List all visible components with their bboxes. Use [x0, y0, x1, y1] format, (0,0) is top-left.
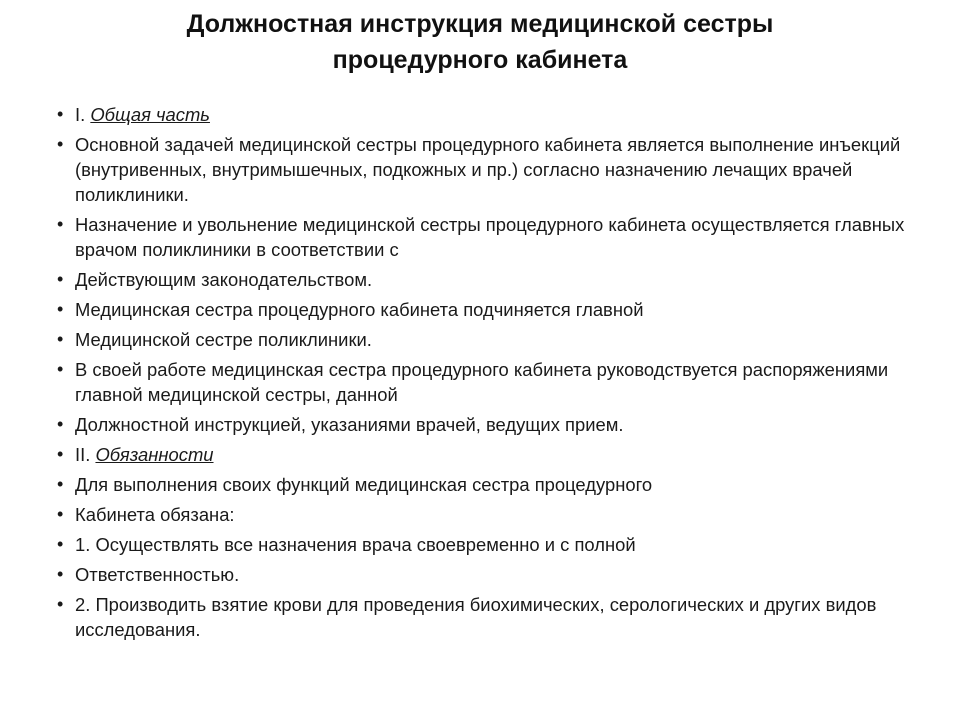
list-item [56, 267, 916, 292]
bullet-icon: • [57, 134, 64, 154]
list-item-text: Основной задачей медицинской сестры процедурного кабинета является выполнение инъекций (внутривенных, внутримышечных, подкожных и пр.) согласно назначению лечащих врачей поликлиники. [75, 134, 901, 205]
section-prefix: II. [75, 444, 96, 465]
list-item [56, 412, 916, 437]
bullet-icon: • [57, 564, 64, 584]
bullet-icon: • [57, 214, 64, 234]
list-item-text: Должностной инструкцией, указаниями врачей, ведущих прием. [75, 414, 624, 435]
title-line-2: процедурного кабинета [332, 46, 628, 74]
bullet-icon: • [57, 504, 64, 524]
list-item [56, 562, 916, 587]
list-item-text: В своей работе медицинская сестра процедурного кабинета руководствуется распоряжениями главной медицинской сестры, данной [75, 359, 889, 405]
list-item [56, 502, 916, 527]
list-item [56, 327, 916, 352]
list-item-text: 2. Производить взятие крови для проведения биохимических, серологических и других видов исследования. [75, 594, 877, 640]
list-item-section-2 [56, 442, 916, 467]
list-item [56, 532, 916, 557]
bullet-icon: • [57, 444, 64, 464]
list-item-text: Медицинской сестре поликлиники. [75, 329, 372, 350]
bullet-icon: • [57, 414, 64, 434]
list-item [56, 592, 916, 642]
list-item-section-1 [56, 102, 916, 127]
bullet-icon: • [57, 474, 64, 494]
bullet-icon: • [57, 534, 64, 554]
title-line-1: Должностная инструкция медицинской сестры [186, 10, 774, 38]
list-item [56, 212, 916, 262]
list-item-text: Медицинская сестра процедурного кабинета подчиняется главной [75, 299, 644, 320]
bullet-icon: • [57, 329, 64, 349]
section-title-duties: Обязанности [95, 444, 214, 465]
list-item-text: Кабинета обязана: [75, 504, 235, 525]
bullet-icon: • [57, 104, 64, 124]
bullet-icon: • [57, 594, 64, 614]
bullet-icon: • [57, 359, 64, 379]
list-item-text: Ответственностью. [75, 564, 240, 585]
section-title-general: Общая часть [90, 104, 210, 125]
list-item-text: 1. Осуществлять все назначения врача своевременно и с полной [75, 534, 636, 555]
bullet-icon: • [57, 299, 64, 319]
page-title [0, 6, 960, 78]
list-item [56, 472, 916, 497]
bullet-icon: • [57, 269, 64, 289]
section-prefix: I. [75, 104, 91, 125]
list-item [56, 357, 916, 407]
list-item [56, 297, 916, 322]
list-item [56, 132, 916, 207]
list-item-text: Для выполнения своих функций медицинская сестра процедурного [75, 474, 653, 495]
list-item-text: Назначение и увольнение медицинской сестры процедурного кабинета осуществляется главных врачом поликлиники в соответствии с [75, 214, 905, 260]
list-item-text: Действующим законодательством. [75, 269, 373, 290]
bullet-list [56, 102, 916, 647]
